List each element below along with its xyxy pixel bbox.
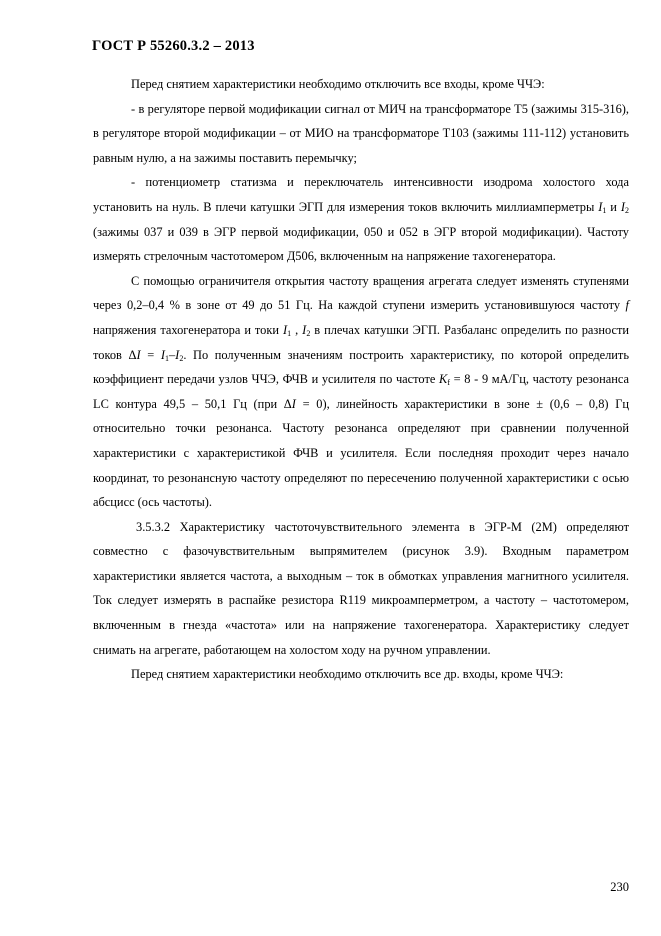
text-run: - потенциометр статизма и переключатель интенсивности изодрома холостого хода установить на нуль. В плечи катушки ЭГП для измерения токов включить миллиамперметры bbox=[93, 175, 629, 214]
paragraph-5: 3.5.3.2 Характеристику частоточувствительного элемента в ЭГР-М (2М) определяют совместно с фазочувствительным выпрямителем (рисунок 3.9). Входным параметром характеристики является частота, а выходным – ток в обмотках управления магнитного усилителя. Ток следует измерять в распайке резистора R119 микроамперметром, а частоту – частотомером, включенным в гнезда «частота» или на напряжение тахогенератора. Характеристику следует снимать на агрегате, работающем на холостом ходу на ручном управлении. bbox=[93, 519, 629, 657]
paragraph-2: - в регуляторе первой модификации сигнал от МИЧ на трансформаторе Т5 (зажимы 315-316), в регуляторе второй модификации – от МИО на трансформаторе Т103 (зажимы 111-112) установить равным нулю, а на зажимы поставить перемычку; bbox=[93, 101, 629, 165]
page-number: 230 bbox=[610, 880, 629, 894]
text-run: С помощью ограничителя открытия частоту вращения агрегата следует изменять ступенями через 0,2–0,4 % в зоне от 49 до 51 Гц. На каждой ступени измерить установившуюся частоту bbox=[93, 273, 629, 313]
current-symbol: I bbox=[598, 199, 603, 214]
current-symbol: I bbox=[620, 199, 626, 214]
document-header: ГОСТ Р 55260.3.2 – 2013 bbox=[92, 38, 255, 54]
text-run: , bbox=[291, 322, 303, 337]
subscript: f bbox=[447, 378, 450, 388]
text-run: в плечах катушки ЭГП. Разбаланс определить по разности токов Δ bbox=[93, 322, 629, 362]
subscript: 2 bbox=[625, 205, 630, 215]
current-symbol: I bbox=[291, 396, 296, 411]
text-run: = 8 - 9 мА/Гц, частоту резонанса LC контура 49,5 – 50,1 Гц (при Δ bbox=[93, 372, 629, 411]
coefficient-symbol: K bbox=[439, 372, 448, 387]
text-run: = bbox=[140, 347, 161, 362]
frequency-symbol: f bbox=[625, 298, 629, 313]
current-symbol: I bbox=[302, 322, 307, 337]
text-run: напряжения тахогенератора и токи bbox=[93, 322, 283, 337]
current-symbol: I bbox=[160, 347, 165, 362]
current-symbol: I bbox=[175, 347, 180, 362]
subscript: 1 bbox=[164, 353, 169, 363]
subscript: 1 bbox=[602, 205, 607, 215]
text-run: . По полученным значениям построить характеристику, по которой определить коэффициент передачи узлов ЧЧЭ, ФЧВ и усилителя по частоте bbox=[93, 347, 629, 387]
text-run: (зажимы 037 и 039 в ЭГР первой модификации, 050 и 052 в ЭГР второй модификации). Частоту измерять стрелочным частотомером Д506, включенным на напряжение тахогенератора. bbox=[93, 224, 629, 264]
paragraph-3 bbox=[93, 170, 629, 268]
document-body bbox=[93, 72, 629, 687]
paragraph-4 bbox=[93, 269, 629, 515]
subscript: 1 bbox=[287, 328, 292, 338]
current-symbol: I bbox=[136, 347, 141, 362]
subscript: 2 bbox=[179, 353, 184, 363]
text-run: = 0), линейность характеристики в зоне ± (0,6 – 0,8) Гц относительно точки резонанса. Частоту резонанса определяют при сравнении полученной характеристики с характеристикой ФЧВ и усилителя. Если последняя проходит через начало координат, то резонансную частоту определяют по пересечению полученной характеристики с осью абсцисс (ось частоты). bbox=[93, 396, 629, 510]
subscript: 2 bbox=[306, 328, 311, 338]
paragraph-6: Перед снятием характеристики необходимо отключить все др. входы, кроме ЧЧЭ: bbox=[131, 667, 564, 682]
text-run: – bbox=[168, 347, 176, 362]
text-run: и bbox=[606, 199, 621, 214]
current-symbol: I bbox=[283, 322, 288, 337]
paragraph-1: Перед снятием характеристики необходимо отключить все входы, кроме ЧЧЭ: bbox=[131, 77, 545, 91]
